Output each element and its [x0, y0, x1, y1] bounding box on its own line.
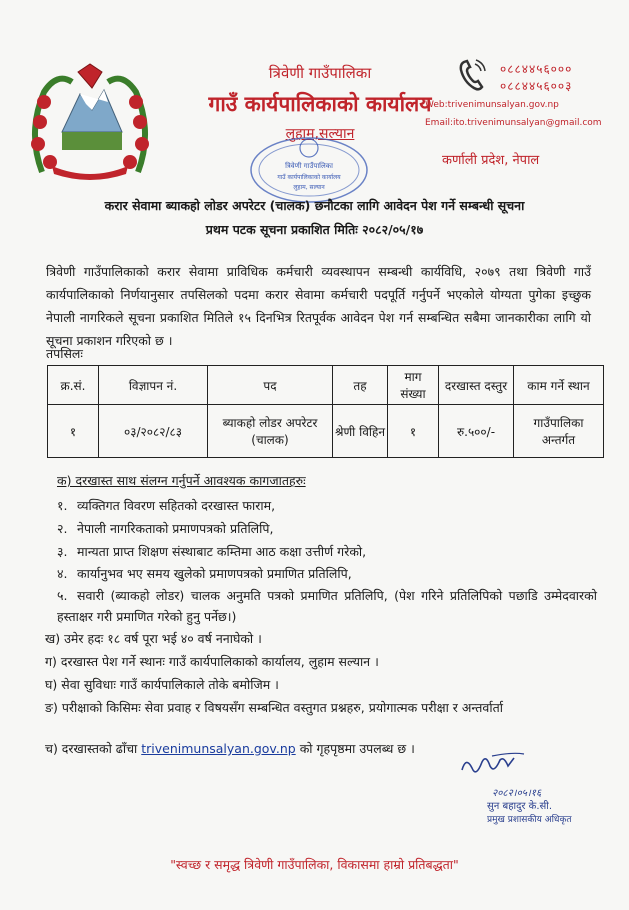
phone-number-2: ०८८४४५६००३	[500, 79, 573, 93]
details-label: तपसिलः	[46, 346, 83, 361]
table-header: क्र.सं.	[48, 366, 99, 405]
table-header-row	[48, 366, 604, 405]
list-item-text: नेपाली नागरिकताको प्रमाणपत्रको प्रतिलिपि,	[77, 521, 274, 536]
list-item	[57, 563, 597, 584]
nepal-emblem-icon	[22, 62, 158, 180]
benefits-clause: घ) सेवा सुविधाः गाउँ कार्यपालिकाले तोके बमोजिम ।	[45, 677, 279, 692]
table-cell: रु.५००/-	[439, 405, 514, 458]
municipality-name: त्रिवेणी गाउँपालिका	[268, 64, 372, 82]
footer-motto: "स्वच्छ र समृद्ध त्रिवेणी गाउँपालिका, विकासमा हाम्रो प्रतिबद्धता"	[170, 857, 459, 872]
website-line: Web:trivenimunsalyan.gov.np	[425, 100, 559, 110]
list-item-number: ४.	[57, 566, 68, 581]
list-item-text: मान्यता प्राप्त शिक्षण संस्थाबाट कम्तिमा आठ कक्षा उत्तीर्ण गरेको,	[77, 544, 367, 559]
age-limit-clause: ख) उमेर हदः १८ वर्ष पूरा भई ४० वर्ष ननाघेको ।	[45, 631, 262, 646]
notice-publish-date: प्रथम पटक सूचना प्रकाशित मितिः २०८२/०५/१७	[205, 222, 424, 237]
table-cell: ब्याकहो लोडर अपरेटर (चालक)	[208, 405, 333, 458]
notice-intro-paragraph: त्रिवेणी गाउँपालिकाको करार सेवामा प्राविधिक कर्मचारी व्यवस्थापन सम्बन्धी कार्यविधि, २०७९ तथा त्रिवेणी गाउँ कार्यपालिकाको निर्णयानुसार तपसिलको पदमा करार सेवामा कर्मचारी पदपूर्ति गर्नुपर्ने भएकोले योग्यता पुगेका इच्छुक नेपाली नागरिकले सूचना प्रकाशित मितिले १५ दिनभित्र रितपूर्वक आवेदन पेश गर्न सम्बन्धित सबैमा जानकारीका लागि यो सूचना प्रकाशन गरिएको छ ।	[46, 264, 591, 348]
table-header: तह	[333, 366, 388, 405]
table-row	[48, 405, 604, 458]
table-cell: गाउँपालिका अन्तर्गत	[514, 405, 604, 458]
table-header: दरखास्त दस्तुर	[439, 366, 514, 405]
phone-icon	[458, 58, 486, 92]
notice-title: करार सेवामा ब्याकहो लोडर अपरेटर (चालक) छनौटका लागि आवेदन पेश गर्ने सम्बन्धी सूचना	[104, 198, 525, 213]
svg-text:लुहाम, सल्यान: लुहाम, सल्यान	[293, 184, 325, 191]
list-item-text: व्यक्तिगत विवरण सहितको दरखास्त फाराम,	[77, 498, 276, 513]
documents-heading: क) दरखास्त साथ संलग्न गर्नुपर्ने आवश्यक कागजातहरुः	[57, 473, 306, 488]
svg-text:गाउँ कार्यपालिकाको कार्यालय: गाउँ कार्यपालिकाको कार्यालय	[277, 174, 341, 181]
signature-date: २०८२।०५।१६	[492, 788, 542, 799]
list-item	[57, 585, 597, 627]
table-header: काम गर्ने स्थान	[514, 366, 604, 405]
province-name: कर्णाली प्रदेश, नेपाल	[442, 153, 540, 168]
table-header: माग संख्या	[388, 366, 439, 405]
phone-number-1: ०८८४४५६०००	[500, 62, 573, 76]
list-item-number: १.	[57, 498, 68, 513]
table-cell: श्रेणी विहिन	[333, 405, 388, 458]
list-item-number: ३.	[57, 544, 68, 559]
email-line: Email:ito.trivenimunsalyan@gmail.com	[425, 118, 602, 128]
list-item-text: सवारी (ब्याकहो लोडर) चालक अनुमति पत्रको प्रमाणित प्रतिलिपि, (पेश गरिने प्रतिलिपिको पछाडि उम्मेदवारको हस्ताक्षर गरी प्रमाणित गरेको हुनु पर्नेछ।)	[57, 588, 597, 624]
signatory-title: प्रमुख प्रशासकीय अधिकृत	[487, 815, 572, 825]
office-location: लुहाम,सल्यान	[285, 126, 355, 142]
vacancy-table	[47, 365, 604, 458]
list-item	[57, 495, 597, 516]
form-clause-prefix: च) दरखास्तको ढाँचा	[45, 741, 138, 756]
submission-place-clause: ग) दरखास्त पेश गर्ने स्थानः गाउँ कार्यपालिकाको कार्यालय, लुहाम सल्यान ।	[45, 654, 379, 669]
list-item	[57, 518, 597, 539]
table-cell: १	[388, 405, 439, 458]
website-link[interactable]: trivenimunsalyan.gov.np	[141, 741, 296, 756]
table-cell: १	[48, 405, 99, 458]
form-clause-suffix: को गृहपृष्ठमा उपलब्ध छ ।	[299, 741, 415, 756]
svg-text:त्रिवेणी गाउँपालिका: त्रिवेणी गाउँपालिका	[285, 162, 333, 170]
list-item	[57, 541, 597, 562]
office-seal-stamp	[246, 134, 372, 206]
table-header: विज्ञापन नं.	[99, 366, 208, 405]
table-cell: ०३/२०८२/८३	[99, 405, 208, 458]
list-item-number: २.	[57, 521, 68, 536]
table-header: पद	[208, 366, 333, 405]
list-item-text: कार्यानुभव भए समय खुलेको प्रमाणपत्रको प्रमाणित प्रतिलिपि,	[77, 566, 352, 581]
signatory-name: सुन बहादुर के.सी.	[487, 801, 553, 812]
office-name: गाउँ कार्यपालिकाको कार्यालय	[208, 92, 432, 116]
exam-type-clause: ङ) परीक्षाको किसिमः सेवा प्रवाह र विषयसँग सम्बन्धित वस्तुगत प्रश्नहरु, प्रयोगात्मक परीक्षा र अन्तर्वार्ता	[45, 700, 503, 715]
list-item-number: ५.	[57, 588, 68, 603]
